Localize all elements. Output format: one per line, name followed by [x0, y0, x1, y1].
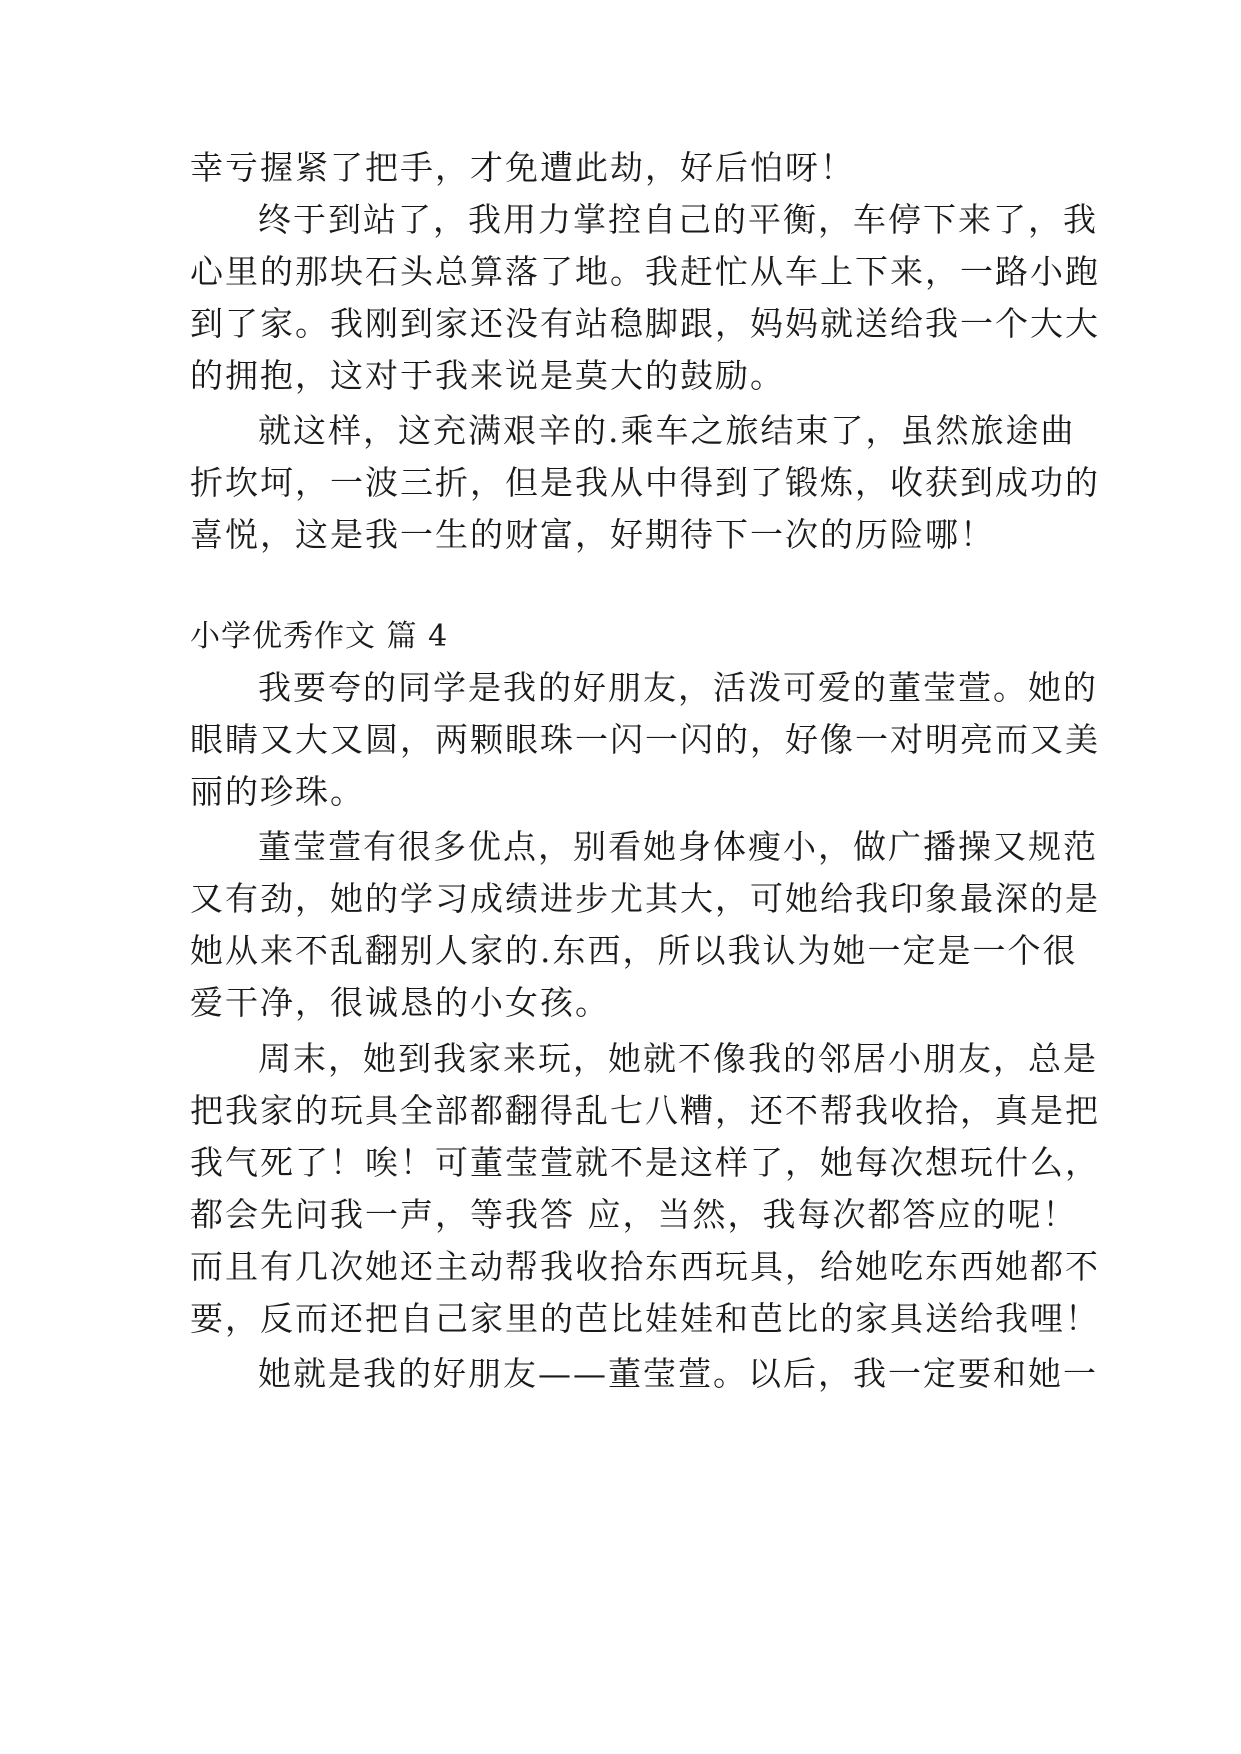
paragraph-line: 到了家。我刚到家还没有站稳脚跟，妈妈就送给我一个大大 [190, 304, 1100, 343]
paragraph-line: 她就是我的好朋友——董莹萱。以后，我一定要和她一 [258, 1354, 1098, 1393]
paragraph-line: 喜悦，这是我一生的财富，好期待下一次的历险哪！ [190, 515, 995, 554]
paragraph-line: 董莹萱有很多优点，别看她身体瘦小，做广播操又规范 [258, 827, 1098, 866]
paragraph-line: 我要夸的同学是我的好朋友，活泼可爱的董莹萱。她的 [258, 668, 1098, 707]
paragraph-line: 心里的那块石头总算落了地。我赶忙从车上下来，一路小跑 [190, 252, 1100, 291]
paragraph-line: 周末，她到我家来玩，她就不像我的邻居小朋友，总是 [258, 1039, 1098, 1078]
paragraph-line: 就这样，这充满艰辛的.乘车之旅结束了，虽然旅途曲 [258, 411, 1076, 450]
paragraph-line: 眼睛又大又圆，两颗眼珠一闪一闪的，好像一对明亮而又美 [190, 720, 1100, 759]
paragraph-line: 她从来不乱翻别人家的.东西，所以我认为她一定是一个很 [190, 931, 1078, 970]
paragraph-line: 丽的珍珠。 [190, 772, 365, 811]
paragraph-line: 幸亏握紧了把手，才免遭此劫，好后怕呀！ [190, 148, 855, 187]
paragraph-line: 又有劲，她的学习成绩进步尤其大，可她给我印象最深的是 [190, 879, 1100, 918]
paragraph-line: 把我家的玩具全部都翻得乱七八糟，还不帮我收拾，真是把 [190, 1091, 1100, 1130]
paragraph-line: 爱干净，很诚恳的小女孩。 [190, 983, 610, 1022]
paragraph-line: 我气死了！唉！可董莹萱就不是这样了，她每次想玩什么， [190, 1143, 1100, 1182]
paragraph-line: 要，反而还把自己家里的芭比娃娃和芭比的家具送给我哩！ [190, 1299, 1100, 1338]
paragraph-line: 的拥抱，这对于我来说是莫大的鼓励。 [190, 356, 785, 395]
paragraph-line: 而且有几次她还主动帮我收拾东西玩具，给她吃东西她都不 [190, 1247, 1100, 1286]
paragraph-line: 折坎坷，一波三折，但是我从中得到了锻炼，收获到成功的 [190, 463, 1100, 502]
paragraph-line: 终于到站了，我用力掌控自己的平衡，车停下来了，我 [258, 200, 1098, 239]
section-heading: 小学优秀作文 篇 4 [190, 619, 449, 654]
paragraph-line: 都会先问我一声，等我答 应，当然，我每次都答应的呢！ [190, 1195, 1078, 1234]
